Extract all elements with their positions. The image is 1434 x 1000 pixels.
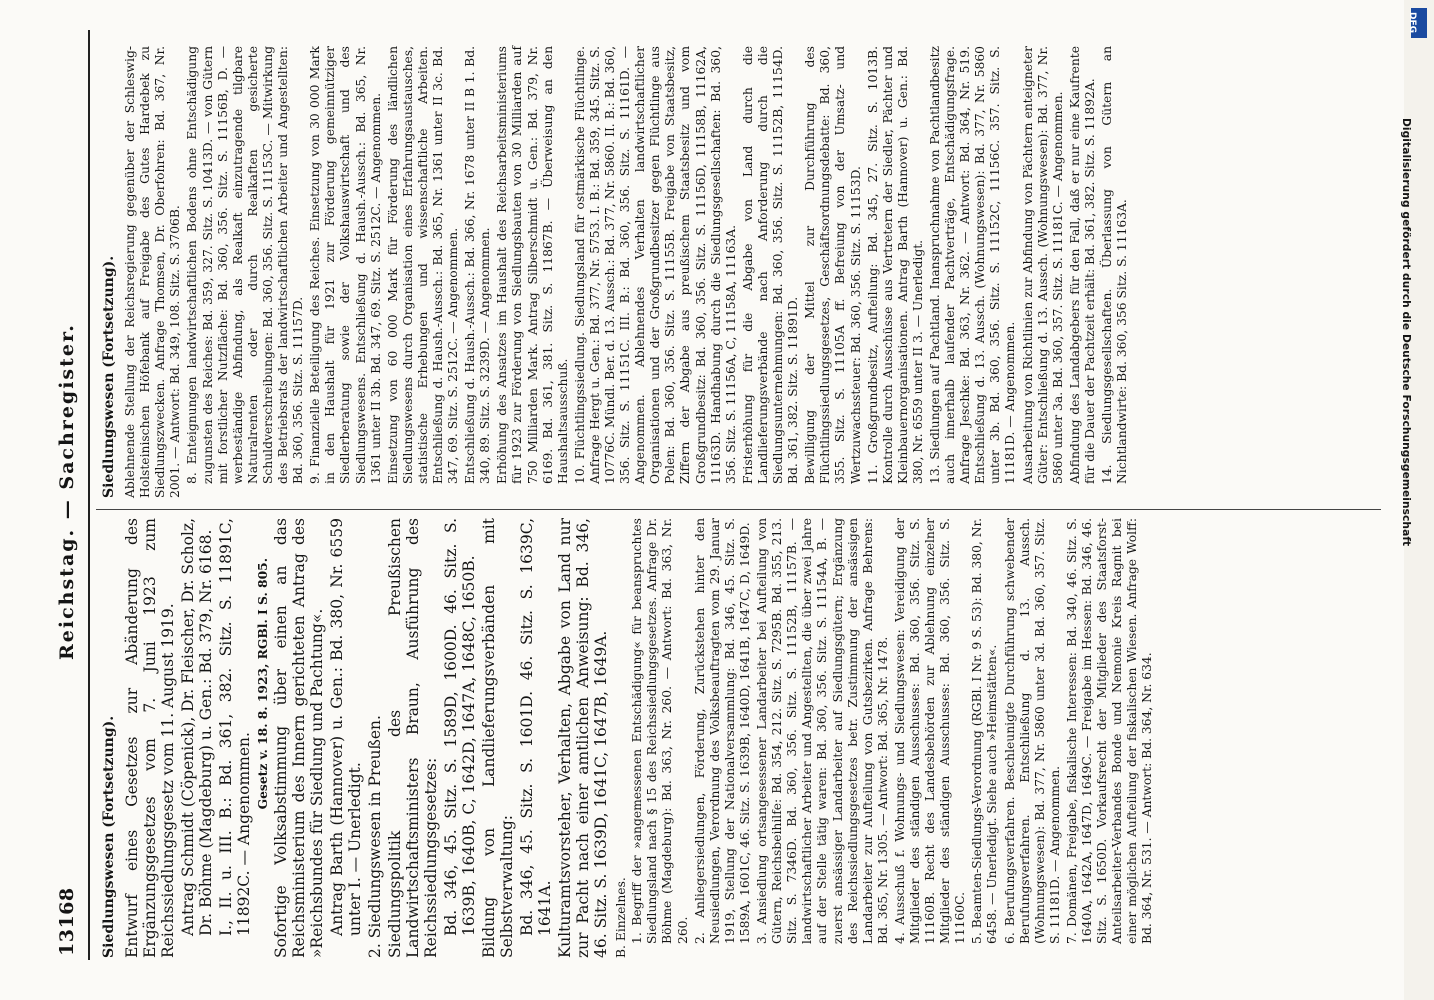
left-register-entry: Antrag Barth (Hannover) u. Gen.: Bd. 380, Nr. 6559 unter I. — Unerledigt. <box>328 518 365 936</box>
left-register-entry: Bd. 346, 45. Sitz. S. 1589D, 1600D. 46. Sitz. S. 1639B, 1640B, C, 1642D, 1647A, 1648C, 1650B. <box>442 518 479 936</box>
right-register-entry: 14. Siedlungsgesellschaften. Überlassung von Gütern an Nichtlandwirte: Bd. 360, 356 Sitz. S. 11163A. <box>1100 46 1130 484</box>
right-register-entry: 13. Siedlungen auf Pachtland. Inanspruchnahme von Pachtlandbesitz auch innerhalb laufender Pachtverträge, Entschädigungsfrage. Anfrage Jeschke: Bd. 363, Nr. 362. — Antwort: Bd. 364, Nr. 519. Entschließung d. 13. Aussch. (Wohnungswesen): Bd. 377, Nr. 5860 unter 3b. Bd. 360, 356. Sitz. S. 11152C, 11156C. 357. Sitz. S. 11181D. — Angenommen. <box>927 46 1018 484</box>
left-register-entry: 1. Begriff der »angemessenen Entschädigung« für beanspruchtes Siedlungsland nach § 15 des Reichssiedlungsgesetzes. Anfrage Dr. Böhme (Magdeburg): Bd. 363, Nr. 260. — Antwort: Bd. 363, Nr. 260. <box>630 518 690 944</box>
left-register-entry: Antrag Schmidt (Cöpenick), Dr. Fleischer, Dr. Scholz, Dr. Böhme (Magdeburg) u. Gen.: Bd. 379, Nr. 6168. <box>179 517 216 936</box>
right-register-entry: Abfindung des Landabgebers für den Fall, daß er nur eine Kaufrente für die Dauer der Pachtzeit erhält: Bd. 361, 382. Sitz. S. 11892A. <box>1067 46 1097 484</box>
right-column <box>98 46 1132 498</box>
right-register-entry: Ablehnende Stellung der Reichsregierung gegenüber der Schleswig-Holsteinischen Höfebank auf Freigabe des Gutes Hardebek zu Siedlungszwecken. Anfrage Thomsen, Dr. Oberfohren: Bd. 367, Nr. 2001. — Antwort: Bd. 349, 108. Sitz. S. 3706B. <box>123 46 183 498</box>
digitization-note: Digitalisierung gefördert durch die Deutsche Forschungsgemeinschaft <box>1400 118 1412 547</box>
right-register-entry: 11. Großgrundbesitz, Aufteilung: Bd. 345, 27. Sitz. S. 1013B. Kontrolle durch Ausschüsse aus Vertretern der Siedler, Pächter und Kleinbauernorganisationen. Antrag Barth (Hannover) u. Gen.: Bd. 380, Nr. 6559 unter II 3. — Unerledigt. <box>865 46 925 484</box>
left-register-entry: Kulturamtsvorsteher, Verhalten, Abgabe von Land nur zur Pacht nach einer amtlichen Anweisung: Bd. 346, 46. Sitz. S. 1639D, 1641C, 1647B, 1649A. <box>556 518 611 958</box>
left-column <box>98 518 1157 958</box>
column-divider <box>96 509 1381 510</box>
left-register-entry: Bildung von Landlieferungsverbänden mit Selbstverwaltung: <box>480 518 517 958</box>
left-column-heading: Siedlungswesen (Fortsetzung). <box>101 715 117 958</box>
right-register-entry: Fristerhöhung für die Abgabe von Land durch die Landlieferungsverbände nach Anforderung durch die Siedlungsunternehmungen: Bd. 360, 356. Sitz. S. 11152B, 11154D. Bd. 361, 382. Sitz. S. 11891D. <box>740 46 801 484</box>
right-register-entry: Ausarbeitung von Richtlinien zur Abfindung von Pächtern enteigneter Güter: Entschließung d. 13. Aussch. (Wohnungswesen): Bd. 377, Nr. 5860 unter 3a. Bd. 360, 357. Sitz. S. 11181C. — Angenommen. <box>1020 46 1065 484</box>
left-register-entry: I., II. u. III. B.: Bd. 361, 382. Sitz. S. 11891C, 11892C. — Angenommen. <box>217 518 254 936</box>
left-register-entry: Sofortige Volksabstimmung über einen an das Reichsministerium des Innern gerichteten Antrag des »Reichsbundes für Siedlung und Pachtung«. <box>272 518 327 958</box>
left-register-entry: B. Einzelnes. <box>614 877 629 958</box>
left-register-entry: Bd. 346, 45. Sitz. S. 1601D. 46. Sitz. S. 1639C, 1641A. <box>518 518 555 936</box>
right-register-entry: Entschließung d. Haush.-Aussch.: Bd. 366, Nr. 1678 unter II B 1. Bd. 340, 89. Sitz. S. 3239D. — Angenommen. <box>463 46 493 484</box>
left-register-entry: 3. Ansiedlung ortsangesessener Landarbeiter bei Aufteilung von Gütern, Reichsbeihilfe: Bd. 354, 212. Sitz. S. 7295B. Bd. 355, 213. Sitz. S. 7346D. Bd. 360, 356. Sitz. S. 11152B, 11157B. — landwirtschaftlicher Arbeiter und Angestellten, die über zwei Jahre auf der Stelle tätig waren: Bd. 360, 356. Sitz. S. 11154A, B. — zuerst ansässiger Landarbeiter auf Siedlungsgütern; Ergänzung des Reichssiedlungsgesetzes betr. Zustimmung der ansässigen Landarbeiter zur Aufteilung von Gutsbezirken. Anfrage Behrens: Bd. 365, Nr. 1305. — Antwort: Bd. 365, Nr. 1478. <box>755 518 890 944</box>
page-header <box>48 30 90 960</box>
left-register-entry: Gesetz v. 18. 8. 1923, RGBl. I S. 805. <box>255 558 271 810</box>
right-register-entry: Erhöhung des Ansatzes im Haushalt des Reichsarbeitsministeriums für 1923 zur Förderung von Siedlungsbauten von 30 Milliarden auf 750 Milliarden Mark. Antrag Silberschmidt u. Gen.: Bd. 379, Nr. 6169. Bd. 361, 381. Sitz. S. 11867B. — Überweisung an den Haushaltsausschuß. <box>495 46 570 484</box>
left-register-entry: 4. Ausschuß f. Wohnungs- und Siedlungswesen: Vereidigung der Mitglieder des ständigen Ausschusses: Bd. 360, 356. Sitz. S. 11160B. Recht des Landesbehörden zur Ablehnung einzelner Mitglieder des ständigen Ausschusses: Bd. 360, 356. Sitz. S. 11160C. <box>892 518 968 944</box>
left-register-entry: 6. Berufungsverfahren. Beschleunigte Durchführung schwebender Berufungsverfahren. Entschließung d. 13. Aussch. (Wohnungswesen): Bd. 377, Nr. 5860 unter 3d. Bd. 360, 357. Sitz. S. 11181D. — Angenommen. <box>1002 518 1062 944</box>
page-number: 13168 <box>56 887 78 956</box>
left-register-entry: 7. Domänen, Freigabe, fiskalische Interessen: Bd. 340, 46. Sitz. S. 1640A, 1642A, 1647D, 1649C. — Freigabe im Hessen: Bd. 346, 46. Sitz. S. 1650D. Vorkaufsrecht der Mitglieder des Staatsforst-Anteilsarbeiter-Verbandes Bonde und Nemonie Kreis Ragnit bei einer möglichen Aufteilung der fiskalischen Wiesen. Anfrage Wolff: Bd. 364, Nr. 531. — Antwort: Bd. 364, Nr. 634. <box>1064 518 1155 944</box>
dfg-logo: DFG <box>1411 8 1427 38</box>
left-register-entry: 2. Anliegersiedlungen, Förderung, Zurückstehen hinter den Neusiedlungen, Verordnung des Volksbeauftragten vom 29. Januar 1919, Stellung der Nationalversammlung: Bd. 346, 45. Sitz. S. 1589A, 1601C, 46. Sitz. S. 1639B, 1640D, 1641B, 1647C, D, 1649D. <box>692 518 752 944</box>
right-register-entry: 10. Flüchtlingssiedlung. Siedlungsland für ostmärkische Flüchtlinge. Anfrage Hergt u. Gen.: Bd. 377, Nr. 5753. I. B.: Bd. 359, 345. Sitz. S. 10776C. Mündl. Ber. d. 13. Aussch.: Bd. 377, Nr. 5860. II. B.: Bd. 360, 356. Sitz. S. 11151C. III. B.: Bd. 360, 356. Sitz. S. 11161D. — Angenommen. Ablehnendes Verhalten landwirtschaftlicher Organisationen und der Großgrundbesitzer gegen Flüchtlinge aus Polen: Bd. 360, 356. Sitz. S. 11155B. Freigabe von Staatsbesitz, Ziffern der Abgabe aus preußischem Staatsbesitz und vom Großgrundbesitz: Bd. 360, 356. Sitz. S. 11156D, 11158B, 11162A, 11163D. Handhabung durch die Siedlungsgesellschaften: Bd. 360, 356. Sitz. S. 11156A, C, 11158A, 11163A. <box>572 46 738 484</box>
left-register-entry: Siedlungspolitik des Preußischen Landwirtschaftsministers Braun, Ausführung des Reichssiedlungsgesetzes: <box>386 518 441 958</box>
right-column-heading: Siedlungswesen (Fortsetzung). <box>101 255 117 498</box>
right-register-entry: 8. Enteignungen landwirtschaftlichen Bodens ohne Entschädigung zugunsten des Reiches: Bd. 359, 327. Sitz. S. 10413D. — von Gütern mit forstlicher Nutzfläche: Bd. 360, 356. Sitz. S. 11156B, D. — werbeständige Abfindung, als Realkaft einzutragende tilgbare Naturalrenten oder durch Realkaften gesicherte Schuldverschreibungen: Bd. 360, 356. Sitz. S. 11153C. — Mitwirkung des Betriebsrats der landwirtschaftlichen Arbeiter und Angestellten: Bd. 360, 356. Sitz. S. 11157D. <box>185 46 306 484</box>
left-register-entry: Entwurf eines Gesetzes zur Abänderung des Ergänzungsgesetzes vom 7. Juni 1923 zum Reichssiedlungsgesetz vom 11. August 1919. <box>123 518 178 958</box>
right-register-entry: Bewilligung der Mittel zur Durchführung des Flüchtlingssiedlungsgesetzes, Geschäftsordnungsdebatte: Bd. 360, 355. Sitz. S. 11105A ff. Befreiung von der Umsatz- und Wertzuwachssteuer: Bd. 360, 356. Sitz. S. 11153D. <box>803 46 863 484</box>
left-register-entry: 2. Siedlungswesen in Preußen. <box>366 715 385 958</box>
left-register-entry: 5. Beamten-Siedlungs-Verordnung (RGBl. I Nr. 9 S. 53): Bd. 380, Nr. 6458. — Unerledigt. Siehe auch »Heimstätten«. <box>970 518 1000 944</box>
right-register-entry: 9. Finanzielle Beteiligung des Reiches. Einsetzung von 30 000 Mark in den Haushalt für 1921 zur Förderung gemeinnütziger Siedlerberatung sowie der Volkshauswirtschaft und des Siedlungswesens. Entschließung d. Haush.-Aussch.: Bd. 365, Nr. 1361 unter II 3b. Bd. 347, 69. Sitz. S. 2512C. — Angenommen. <box>308 46 383 484</box>
page-title: Reichstag. — Sachregister. <box>56 323 78 660</box>
right-register-entry: Einsetzung von 60 000 Mark für Förderung des ländlichen Siedlungswesens durch Organisation eines Erfahrungsaustausches, statistische Erhebungen und wissenschaftliche Arbeiten. Entschließung d. Haush.-Aussch.: Bd. 365, Nr. 1361 unter II 3c. Bd. 347, 69. Sitz. S. 2512C. — Angenommen. <box>385 46 461 484</box>
